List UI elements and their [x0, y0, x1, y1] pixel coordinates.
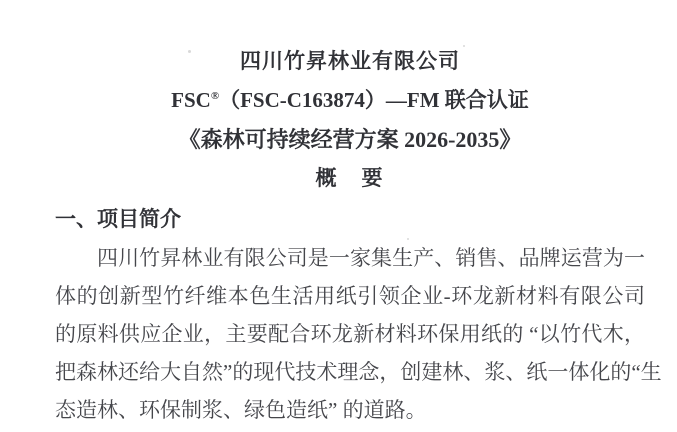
paragraph-line: 态造林、环保制浆、绿色造纸” 的道路。	[55, 398, 427, 422]
section-heading-project-intro: 一、项目简介	[55, 207, 181, 231]
plan-title: 《森林可持续经营方案 2026-2035》	[178, 127, 522, 152]
scan-speck	[463, 45, 465, 47]
company-title: 四川竹昇林业有限公司	[240, 49, 460, 73]
certification-title	[55, 81, 645, 120]
summary-heading: 概 要	[315, 166, 385, 190]
scan-speck	[407, 238, 409, 240]
paragraph-line: 四川竹昇林业有限公司是一家集生产、销售、品牌运营为一	[97, 246, 645, 270]
registered-trademark-symbol: ®	[210, 90, 220, 102]
scan-speck	[188, 50, 191, 53]
paragraph-line: 体的创新型竹纤维本色生活用纸引领企业-环龙新材料有限公司	[55, 284, 645, 308]
fsc-label: FSC	[171, 88, 211, 112]
certification-code-text: （FSC-C163874）—FM 联合认证	[219, 88, 529, 112]
paragraph-line: 的原料供应企业，主要配合环龙新材料环保用纸的 “以竹代木，	[55, 322, 645, 346]
paragraph-line: 把森林还给大自然”的现代技术理念，创建林、浆、纸一体化的“生	[55, 360, 662, 384]
